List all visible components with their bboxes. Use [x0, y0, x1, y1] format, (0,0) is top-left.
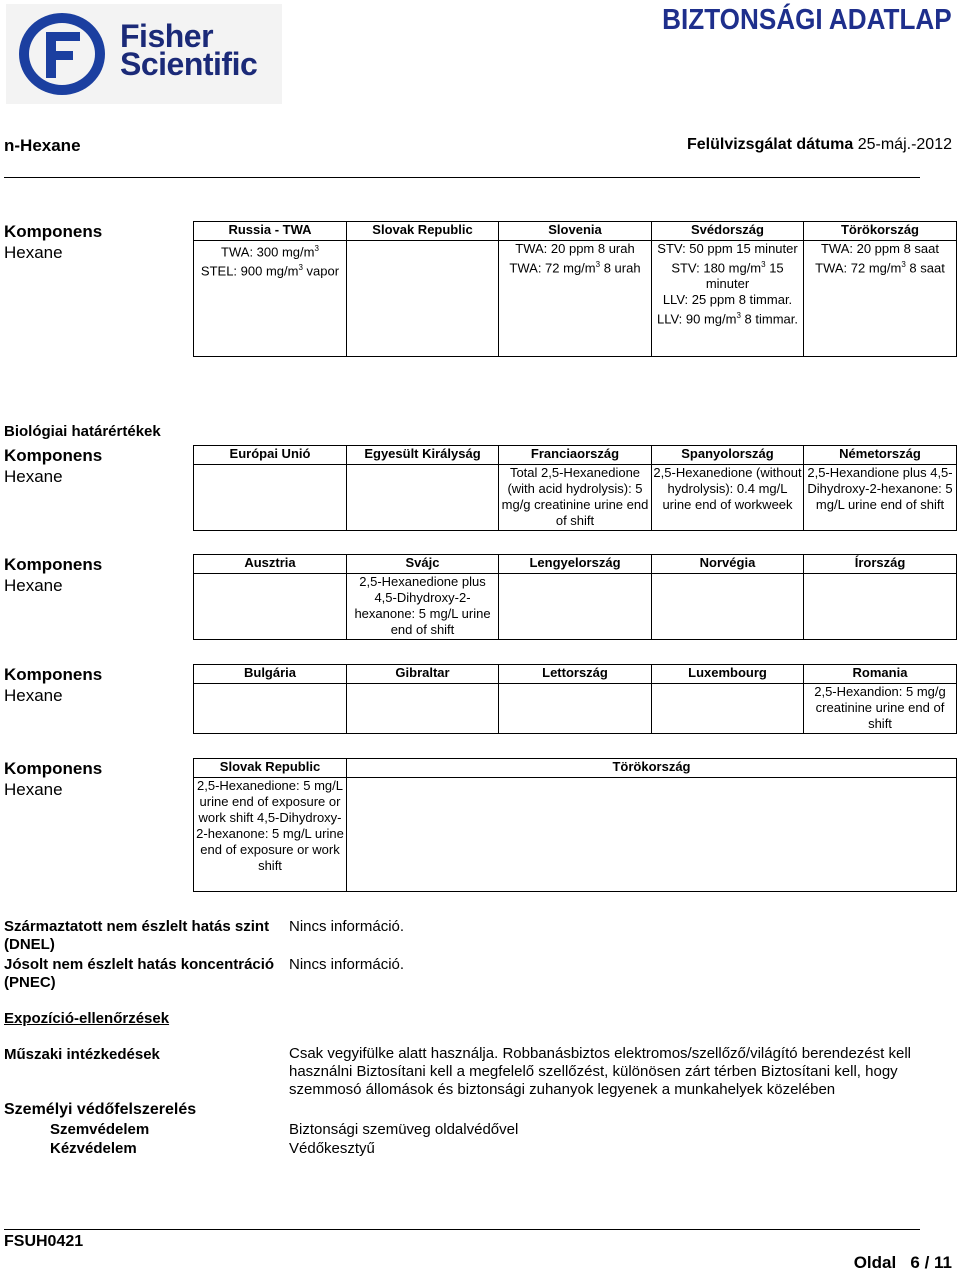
table-cell: 2,5-Hexanedione (without hydrolysis): 0.4 mg/L urine end of workweek [652, 465, 804, 531]
revision-label: Felülvizsgálat dátuma [687, 136, 854, 153]
revision-date-value: 25-máj.-2012 [857, 136, 952, 153]
table-cell [499, 684, 652, 734]
hexane-label-2: Hexane [4, 467, 63, 486]
table-cell [194, 684, 347, 734]
col-header: Slovak Republic [194, 759, 347, 778]
document-code: FSUH0421 [4, 1233, 84, 1250]
hand-protection-value: Védőkesztyű [289, 1140, 375, 1157]
table-cell [499, 574, 652, 640]
table-cell [194, 574, 347, 640]
pnec-label: Jósolt nem észlelt hatás koncentráció (PNEC) [4, 956, 275, 991]
col-header: Lengyelország [499, 555, 652, 574]
component-label-5: Komponens [4, 759, 103, 778]
table-cell [804, 574, 957, 640]
engineering-measures-text: Csak vegyifülke alatt használja. Robbanásbiztos elektromos/szellőző/világító berendezést kell használni Biztosítani kell a megfelelő szellőzést, különösen zárt térben Biztosítani kell, hogy szemmosó állomások és biztonsági zuhanyok legyenek a munkahelyek közelében [289, 1045, 911, 1098]
revision-date [687, 136, 952, 154]
component-label-2: Komponens [4, 446, 103, 465]
col-header: Lettország [499, 665, 652, 684]
table-cell: 2,5-Hexandion: 5 mg/g creatinine urine end of shift [804, 684, 957, 734]
table-cell: 2,5-Hexandione plus 4,5-Dihydroxy-2-hexanone: 5 mg/L urine end of shift [804, 465, 957, 531]
cell-slovak [347, 241, 499, 357]
hexane-label-3: Hexane [4, 576, 63, 595]
col-header: Törökország [804, 222, 957, 241]
component-label-3: Komponens [4, 555, 103, 574]
col-header: Svédország [652, 222, 804, 241]
cell-russia: TWA: 300 $mg/m^3$ STEL: 900 $mg/m^3$ vapor [194, 241, 347, 357]
table-cell [194, 465, 347, 531]
table-cell: Total 2,5-Hexanedione (with acid hydrolysis): 5 mg/g creatinine urine end of shift [499, 465, 652, 531]
col-header: Luxembourg [652, 665, 804, 684]
cell-turkey: TWA: 20 ppm 8 saat TWA: 72 $mg/m^3$ 8 saat [804, 241, 957, 357]
dnel-value: Nincs információ. [289, 918, 405, 935]
component-label-1: Komponens [4, 222, 103, 241]
col-header: Törökország [347, 759, 957, 778]
hand-protection-label: Kézvédelem [50, 1140, 137, 1157]
exposure-controls-title: Expozíció-ellenőrzések [4, 1010, 170, 1027]
footer-rule [4, 1229, 920, 1230]
table-cell [347, 684, 499, 734]
col-header: Slovenia [499, 222, 652, 241]
col-header: Franciaország [499, 446, 652, 465]
fisher-scientific-logo [6, 4, 282, 104]
col-header: Gibraltar [347, 665, 499, 684]
page-number: Oldal 6 / 11 [853, 1253, 952, 1272]
col-header: Svájc [347, 555, 499, 574]
hexane-label-4: Hexane [4, 686, 63, 705]
col-header: Európai Unió [194, 446, 347, 465]
col-header: Romania [804, 665, 957, 684]
hexane-label-1: Hexane [4, 243, 63, 262]
biological-table-3 [193, 664, 957, 734]
table-cell [652, 684, 804, 734]
hexane-label-5: Hexane [4, 780, 63, 799]
engineering-measures-label: Műszaki intézkedések [4, 1046, 160, 1063]
col-header: Bulgária [194, 665, 347, 684]
cell-sweden: STV: 50 ppm 15 minuter STV: 180 $mg/m^3$ 15 minuter LLV: 25 ppm 8 timmar. LLV: 90 $mg/m^3$ 8 timmar. [652, 241, 804, 357]
col-header: Egyesült Királyság [347, 446, 499, 465]
col-header: Ausztria [194, 555, 347, 574]
eye-protection-label: Szemvédelem [50, 1121, 150, 1138]
col-header: Norvégia [652, 555, 804, 574]
component-label-4: Komponens [4, 665, 103, 684]
table-cell [347, 465, 499, 531]
product-name: n-Hexane [4, 136, 81, 155]
col-header: Spanyolország [652, 446, 804, 465]
cell-slovenia: TWA: 20 ppm 8 urah TWA: 72 $mg/m^3$ 8 urah [499, 241, 652, 357]
logo-line-2: Scientific [120, 46, 258, 82]
table-cell [652, 574, 804, 640]
col-header: Slovak Republic [347, 222, 499, 241]
biological-limits-title: Biológiai határértékek [4, 423, 161, 440]
document-title: BIZTONSÁGI ADATLAP [662, 4, 952, 36]
col-header: Németország [804, 446, 957, 465]
dnel-label: Származtatott nem észlelt hatás szint (DNEL) [4, 918, 270, 953]
logo-line-1: Fisher [120, 18, 214, 54]
eye-protection-value: Biztonsági szemüveg oldalvédővel [289, 1121, 519, 1138]
table-cell [347, 778, 957, 892]
biological-table-1 [193, 445, 957, 531]
col-header: Russia - TWA [194, 222, 347, 241]
fisher-logo-icon [16, 10, 108, 98]
table-cell: 2,5-Hexanedione plus 4,5-Dihydroxy-2-hexanone: 5 mg/L urine end of shift [347, 574, 499, 640]
ppe-label: Személyi védőfelszerelés [4, 1101, 197, 1118]
logo-text [120, 18, 258, 82]
table-cell: 2,5-Hexanedione: 5 mg/L urine end of exposure or work shift 4,5-Dihydroxy-2-hexanone: 5 mg/L urine end of exposure or work shift [194, 778, 347, 892]
exposure-limits-table [193, 221, 957, 357]
col-header: Írország [804, 555, 957, 574]
biological-table-2 [193, 554, 957, 640]
header-rule [4, 177, 920, 178]
biological-table-4 [193, 758, 957, 892]
pnec-value: Nincs információ. [289, 956, 405, 973]
